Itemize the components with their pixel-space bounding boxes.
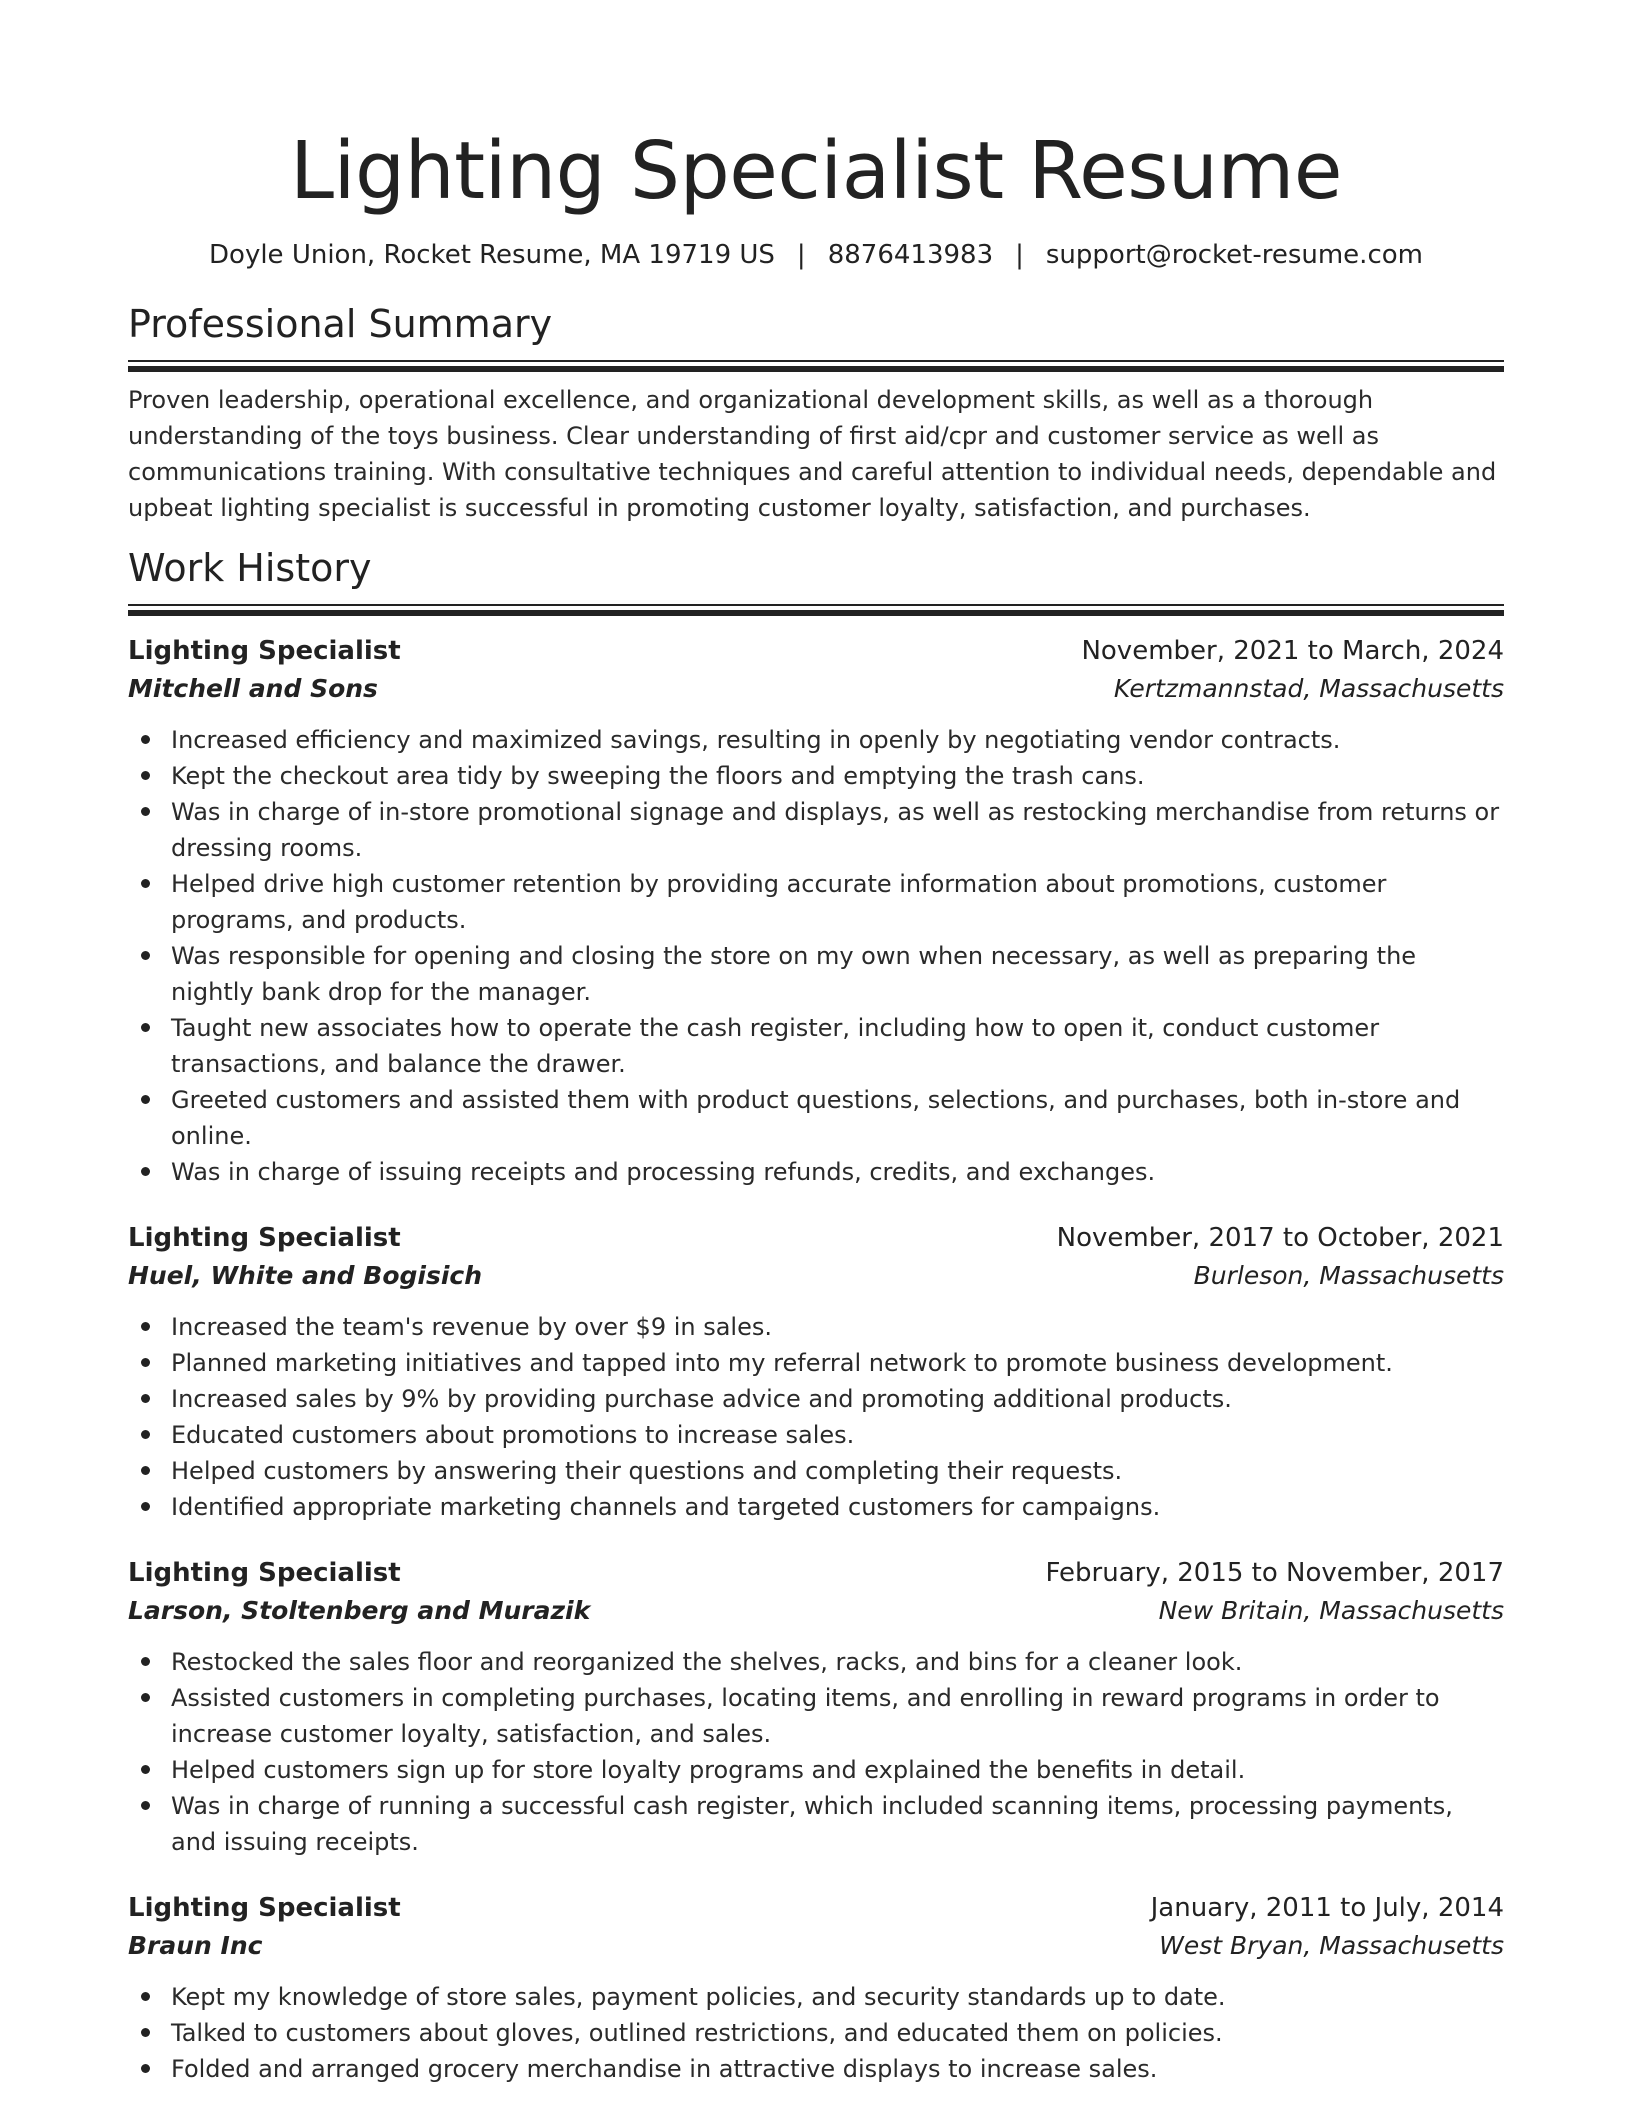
job-entry (128, 1219, 1504, 1525)
job-title: Lighting Specialist (128, 1558, 401, 1588)
bullet-text: Planned marketing initiatives and tapped into my referral network to promote business development. (171, 1349, 1393, 1377)
list-item (128, 1453, 1504, 1489)
contact-separator: | (796, 240, 806, 270)
job-bullet-list (128, 1309, 1504, 1525)
job-dates: February, 2015 to November, 2017 (1045, 1558, 1504, 1588)
bullet-icon (141, 771, 150, 780)
bullet-icon (141, 1394, 150, 1403)
bullet-icon (141, 1657, 150, 1666)
job-title: Lighting Specialist (128, 636, 401, 666)
job-company: Mitchell and Sons (128, 674, 378, 703)
bullet-icon (141, 1693, 150, 1702)
list-item (128, 1644, 1504, 1680)
list-item (128, 1979, 1504, 2015)
job-company: Larson, Stoltenberg and Murazik (128, 1596, 591, 1625)
section-heading: Work History (128, 546, 372, 590)
bullet-icon (141, 1095, 150, 1104)
bullet-text: Was in charge of issuing receipts and processing refunds, credits, and exchanges. (171, 1158, 1156, 1186)
list-item (128, 1345, 1504, 1381)
job-entry (128, 632, 1504, 1190)
list-item (128, 1082, 1504, 1154)
bullet-text: Was responsible for opening and closing the store on my own when necessary, as well as preparing the nightly bank drop for the manager. (171, 942, 1417, 1006)
bullet-text: Folded and arranged grocery merchandise in attractive displays to increase sales. (171, 2055, 1158, 2083)
bullet-text: Assisted customers in completing purchases, locating items, and enrolling in reward programs in order to increase customer loyalty, satisfaction, and sales. (171, 1684, 1440, 1748)
job-bullet-list (128, 1979, 1504, 2087)
bullet-icon (141, 807, 150, 816)
list-item (128, 1489, 1504, 1525)
list-item (128, 722, 1504, 758)
bullet-icon (141, 1430, 150, 1439)
list-item (128, 1309, 1504, 1345)
bullet-text: Talked to customers about gloves, outlined restrictions, and educated them on policies. (171, 2019, 1223, 2047)
job-entry (128, 1554, 1504, 1860)
list-item (128, 2015, 1504, 2051)
bullet-icon (141, 2064, 150, 2073)
job-location: Kertzmannstad, Massachusetts (1113, 674, 1504, 703)
bullet-text: Kept my knowledge of store sales, payment policies, and security standards up to date. (171, 1983, 1226, 2011)
list-item (128, 1154, 1504, 1190)
contact-separator: | (1015, 240, 1024, 270)
bullet-text: Taught new associates how to operate the cash register, including how to open it, conduct customer transactions, and balance the drawer. (171, 1014, 1380, 1078)
job-entry (128, 1889, 1504, 2087)
bullet-text: Greeted customers and assisted them with product questions, selections, and purchases, both in-store and online. (171, 1086, 1461, 1150)
list-item (128, 1010, 1504, 1082)
bullet-text: Educated customers about promotions to increase sales. (171, 1421, 855, 1449)
bullet-text: Increased efficiency and maximized savings, resulting in openly by negotiating vendor contracts. (171, 726, 1341, 754)
job-location: Burleson, Massachusetts (1193, 1261, 1504, 1290)
bullet-icon (141, 1466, 150, 1475)
contact-email: support@rocket-resume.com (1045, 240, 1423, 270)
job-bullet-list (128, 1644, 1504, 1860)
bullet-text: Was in charge of in-store promotional signage and displays, as well as restocking merchandise from returns or dressing rooms. (171, 798, 1500, 862)
list-item (128, 1680, 1504, 1752)
job-title: Lighting Specialist (128, 1223, 401, 1253)
job-company: Huel, White and Bogisich (128, 1261, 483, 1290)
list-item (128, 1752, 1504, 1788)
bullet-text: Increased sales by 9% by providing purchase advice and promoting additional products. (171, 1385, 1232, 1413)
bullet-icon (141, 1023, 150, 1032)
list-item (128, 794, 1504, 866)
bullet-icon (141, 951, 150, 960)
resume-title: Lighting Specialist Resume (290, 125, 1342, 217)
job-company: Braun Inc (128, 1931, 263, 1960)
list-item (128, 938, 1504, 1010)
list-item (128, 2051, 1504, 2087)
bullet-text: Helped customers by answering their questions and completing their requests. (171, 1457, 1123, 1485)
section-divider (128, 360, 1504, 372)
bullet-icon (141, 2028, 150, 2037)
contact-address: Doyle Union, Rocket Resume, MA 19719 US (209, 240, 775, 270)
work-history-section (128, 542, 1504, 2087)
list-item (128, 1417, 1504, 1453)
bullet-text: Identified appropriate marketing channels and targeted customers for campaigns. (171, 1493, 1161, 1521)
bullet-icon (141, 1992, 150, 2001)
resume-page (128, 0, 1504, 2087)
section-heading: Professional Summary (128, 302, 553, 346)
list-item (128, 1381, 1504, 1417)
list-item (128, 866, 1504, 938)
job-title: Lighting Specialist (128, 1893, 401, 1923)
professional-summary-section (128, 298, 1504, 526)
list-item (128, 758, 1504, 794)
bullet-text: Was in charge of running a successful cash register, which included scanning items, processing payments, and issuing receipts. (171, 1792, 1453, 1856)
bullet-icon (141, 1801, 150, 1810)
bullet-icon (141, 1358, 150, 1367)
bullet-icon (141, 735, 150, 744)
section-divider (128, 604, 1504, 616)
bullet-text: Helped drive high customer retention by providing accurate information about promotions, customer programs, and products. (171, 870, 1387, 934)
bullet-icon (141, 879, 150, 888)
bullet-icon (141, 1502, 150, 1511)
contact-line (128, 236, 1504, 274)
bullet-text: Helped customers sign up for store loyalty programs and explained the benefits in detail. (171, 1756, 1246, 1784)
job-location: New Britain, Massachusetts (1158, 1596, 1504, 1625)
job-bullet-list (128, 722, 1504, 1190)
summary-text: Proven leadership, operational excellence, and organizational development skills, as well as a thorough understanding of the toys business. Clear understanding of first aid/cpr and customer service as well as communications training. With consultative techniques and careful attention to individual needs, dependable and upbeat lighting specialist is successful in promoting customer loyalty, satisfaction, and purchases. (128, 386, 1497, 522)
list-item (128, 1788, 1504, 1860)
job-location: West Bryan, Massachusetts (1159, 1931, 1504, 1960)
job-dates: January, 2011 to July, 2014 (1150, 1893, 1504, 1923)
job-dates: November, 2017 to October, 2021 (1056, 1223, 1504, 1253)
bullet-text: Increased the team's revenue by over $9 in sales. (171, 1313, 772, 1341)
contact-phone: 8876413983 (827, 240, 994, 270)
bullet-text: Kept the checkout area tidy by sweeping the floors and emptying the trash cans. (171, 762, 1145, 790)
bullet-icon (141, 1765, 150, 1774)
job-dates: November, 2021 to March, 2024 (1081, 636, 1504, 666)
bullet-text: Restocked the sales floor and reorganized the shelves, racks, and bins for a cleaner look. (171, 1648, 1243, 1676)
bullet-icon (141, 1167, 150, 1176)
bullet-icon (141, 1322, 150, 1331)
